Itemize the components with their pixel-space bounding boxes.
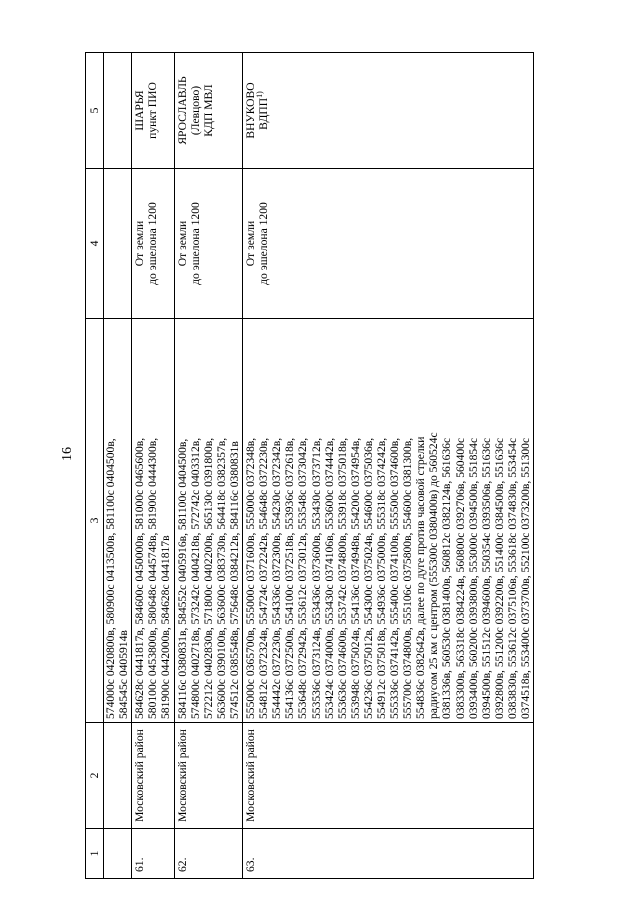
altitude-line: От земли <box>175 220 189 267</box>
unit-line: ЯРОСЛАВЛЬ <box>175 76 189 145</box>
continuation-num-cell <box>104 829 132 879</box>
airspace-table <box>85 52 534 879</box>
district-cell: Московский район <box>174 723 242 829</box>
continuation-district-cell <box>104 723 132 829</box>
coords-line: 554812с 0372324в, 554724с 0372242в, 554648с 0372230в, <box>257 437 271 719</box>
coords-line: 554236с 0375012в, 554300с 0375024в, 554600с 0375036в, <box>361 437 375 719</box>
coords-line: 553536с 0373124в, 553436с 0373600в, 553430с 0373712в, <box>309 437 323 719</box>
coords-line: 563600с 0390100в, 563600с 0383730в, 564418с 0382357в, <box>214 437 228 719</box>
coords-cell <box>243 319 534 723</box>
column-number: 3 <box>86 319 104 723</box>
coords-line: 0383300в, 563318с 0384224в, 560800с 0392706в, 560400с <box>453 437 467 719</box>
coords-line: 555336с 0374142в, 555400с 0374100в, 555500с 0374600в, <box>388 437 402 719</box>
coords-line: 553636с 0374600в, 553742с 0374800в, 553918с 0375018в, <box>335 437 349 719</box>
district-cell: Московский район <box>243 723 534 829</box>
table-row-62 <box>174 53 242 879</box>
altitude-line: От земли <box>133 220 147 267</box>
altitude-line: до эшелона 1200 <box>188 202 202 285</box>
coords-line: 580100с 0453800в, 580648с 0445748в, 581900с 0444300в, <box>146 437 160 719</box>
coords-line: 0381336в, 560530с 0381400в, 560812с 0382124в, 561636с <box>440 437 454 719</box>
continuation-coords-cell <box>104 319 132 723</box>
unit-line <box>257 56 270 165</box>
unit-name: ВДПП <box>257 97 271 130</box>
column-number: 2 <box>86 723 104 829</box>
column-number: 1 <box>86 829 104 879</box>
coords-line: радиусом 25 км с центром (555300с 0380400в) до 560524с <box>427 432 441 719</box>
continuation-unit-cell <box>104 53 132 169</box>
coords-line: 574800с 0402718в, 573242с 0404218в, 572742с 0403312в, <box>188 437 202 719</box>
coords-line: 584116с 0380831в, 584552с 0405916в, 581100с 0404500в, <box>175 438 189 719</box>
row-number: 61. <box>132 829 174 879</box>
altitude-cell <box>243 169 534 319</box>
coords-line: 554836с 0382642в, далее по дуге против часовой стрелки <box>414 436 428 719</box>
coords-line: 553948с 0375024в, 554136с 0374948в, 554200с 0374954в, <box>348 437 362 719</box>
coords-line: 574000с 0420800в, 580900с 0413500в, 581100с 0404500в, <box>104 438 118 719</box>
altitude-line: до эшелона 1200 <box>257 202 271 285</box>
coords-line: 555700с 0374800в, 555106с 0375800в, 554600с 0381300в, <box>401 437 415 719</box>
district-cell: Московский район <box>132 723 174 829</box>
unit-line: ВНУКОВО <box>244 82 258 139</box>
coords-line: 554442с 0372230в, 554336с 0372300в, 554230с 0372342в, <box>270 437 284 719</box>
altitude-line: От земли <box>244 220 258 267</box>
coords-line: 553424с 0374000в, 553430с 0374106в, 553600с 0374442в, <box>322 437 336 719</box>
continuation-altitude-cell <box>104 169 132 319</box>
coords-line: 0374518в, 553400с 0373700в, 552100с 0373200в, 551300с <box>519 437 532 719</box>
coords-line: 0392800в, 551200с 0392200в, 551400с 0384500в, 551636с <box>492 437 506 719</box>
coords-line: 0393400в, 560200с 0393800в, 553000с 0394500в, 551854с <box>466 437 480 719</box>
footnote-marker: 1) <box>255 91 265 98</box>
altitude-cell <box>132 169 174 319</box>
coords-line: 554912с 0375018в, 554936с 0375000в, 555318с 0374242в, <box>374 437 388 719</box>
continuation-row <box>104 53 132 879</box>
row-number: 62. <box>174 829 242 879</box>
table-row-63 <box>243 53 534 879</box>
column-number-row <box>86 53 104 879</box>
unit-line: КДП МВЛ <box>201 84 215 137</box>
table-row-61 <box>132 53 174 879</box>
coords-line: 554136с 0372500в, 554100с 0372518в, 553936с 0372618в, <box>283 437 297 719</box>
coords-line: 555000с 0365700в, 555000с 0371600в, 555000с 0372348в, <box>244 437 258 719</box>
coords-line: 572212с 0402830в, 571800с 0402200в, 565130с 0391800в, <box>201 437 215 719</box>
coords-line: 584545с 0405914в <box>117 630 131 719</box>
altitude-line: до эшелона 1200 <box>146 202 160 285</box>
coords-line: 0383830в, 553612с 0375106в, 553618с 0374830в, 553454с <box>505 437 519 719</box>
unit-cell <box>174 53 242 169</box>
coords-cell <box>174 319 242 723</box>
column-number: 4 <box>86 169 104 319</box>
row-number: 63. <box>243 829 534 879</box>
column-number: 5 <box>86 53 104 169</box>
altitude-cell <box>174 169 242 319</box>
coords-line: 581900с 0442000в, 584628с 0441817в <box>159 535 173 719</box>
unit-line: пункт ПИО <box>146 82 160 139</box>
unit-line: (Левцово) <box>188 85 202 136</box>
unit-line: ШАРЬЯ <box>133 90 147 131</box>
unit-cell <box>132 53 174 169</box>
coords-line: 584628с 0441817в, 584600с 0450000в, 581000с 0465600в, <box>133 437 147 719</box>
coords-cell <box>132 319 174 723</box>
coords-line: 574512с 0385548в, 575648с 0384212в, 584116с 0380831в <box>227 441 241 719</box>
coords-line: 0394500в, 551512с 0394600в, 550354с 0393506в, 551636с <box>479 437 493 719</box>
page-number: 16 <box>60 447 75 461</box>
unit-cell <box>243 53 534 169</box>
coords-line: 553648с 0372942в, 553612с 0373012в, 553548с 0373042в, <box>296 437 310 719</box>
